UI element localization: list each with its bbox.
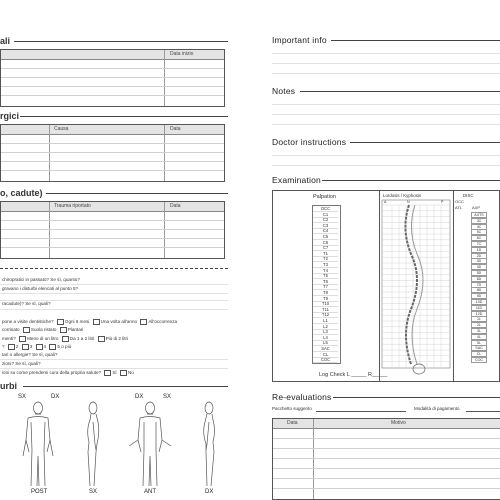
section-divider	[46, 193, 228, 194]
checkbox[interactable]	[8, 344, 15, 350]
injuries-table	[0, 201, 225, 259]
option-label: No	[127, 370, 134, 376]
section-divider	[23, 386, 228, 387]
divider	[453, 191, 454, 381]
question-aggravating: gravano i disturbi elencati al punto 5?	[2, 286, 79, 291]
disc-row[interactable]: 5L	[471, 340, 487, 346]
log-check[interactable]: Log Check L _____ R_____	[319, 372, 388, 378]
body-figure-right-side	[204, 402, 215, 486]
posture-col-a: A	[384, 200, 387, 204]
vertebra-label[interactable]: L5	[313, 340, 338, 346]
label-dx: DX	[51, 394, 60, 400]
disc-row[interactable]: 4D	[471, 264, 487, 270]
question-water	[2, 336, 128, 342]
disc-hdr-occ: OCC	[455, 199, 464, 204]
disc-row[interactable]: COC	[471, 357, 487, 363]
vertebra-label[interactable]: COC	[313, 357, 338, 363]
disc-row[interactable]: 1D	[471, 247, 487, 253]
section-divider	[0, 268, 228, 269]
disc-row[interactable]: 12D	[471, 311, 487, 317]
vertebra-label[interactable]: T7	[313, 284, 338, 290]
section-title-doctor-instructions: Doctor instructions	[272, 137, 347, 147]
label-dx: DX	[135, 394, 144, 400]
disc-row[interactable]: 4L	[471, 334, 487, 340]
vertebra-label[interactable]: L2	[313, 324, 338, 330]
section-divider	[331, 40, 500, 41]
disc-row[interactable]: 3D	[471, 258, 487, 264]
checkbox[interactable]	[62, 336, 69, 342]
option-label: 5 o più	[57, 344, 72, 350]
suggested-package-field[interactable]	[316, 411, 406, 412]
disc-row[interactable]: 7C	[471, 241, 487, 247]
checkbox[interactable]	[120, 370, 127, 376]
palpation-title: Palpation	[313, 194, 336, 200]
checkbox[interactable]	[57, 319, 64, 325]
vertebra-label[interactable]: T4	[313, 268, 338, 274]
option-label: Sì	[112, 370, 117, 376]
col-header-cause: Causa	[54, 126, 69, 132]
body-figure-posterior	[23, 402, 53, 486]
question-previous-chiro: chiropratici in passato? Se sì, quanto?	[2, 277, 80, 282]
vertebra-label[interactable]: T12	[313, 312, 338, 318]
col-header-reason: Motivo	[391, 420, 406, 426]
section-title-injuries: o, cadute)	[0, 188, 43, 198]
label-ant: ANT	[144, 489, 156, 495]
question-footwear-label: corrisato	[2, 327, 20, 333]
vertebra-label[interactable]: T10	[313, 301, 338, 307]
posture-col-p: P	[441, 200, 444, 204]
section-divider	[322, 180, 500, 181]
disc-row[interactable]: 4C	[471, 224, 487, 230]
vertebra-label[interactable]: C2	[313, 217, 338, 223]
option-label: Da 1 a 2 litri	[69, 336, 95, 342]
posture-title: Lordosis / Kyphosis	[383, 193, 422, 198]
section-title-disorders: urbi	[0, 381, 17, 391]
divider	[379, 191, 380, 381]
question-diet-allergies: tari o allergie? Se sì, quali?	[2, 352, 58, 357]
disc-hdr-atl: ATL	[455, 205, 463, 210]
disc-row[interactable]: 5D	[471, 270, 487, 276]
checkbox[interactable]	[60, 327, 67, 333]
disc-row[interactable]: 9D	[471, 293, 487, 299]
col-header-date: Data	[170, 126, 181, 132]
checkbox[interactable]	[93, 319, 100, 325]
question-health-info	[2, 370, 134, 376]
checkbox[interactable]	[49, 344, 56, 350]
disc-row[interactable]: 1L	[471, 316, 487, 322]
option-label: Una volta all'anno	[100, 319, 138, 325]
vertebra-label[interactable]: CL	[313, 352, 338, 358]
label-post: POST	[31, 489, 48, 495]
section-divider	[20, 116, 228, 117]
vertebra-label[interactable]: T8	[313, 290, 338, 296]
section-title-examination: Examination	[272, 175, 321, 185]
checkbox[interactable]	[104, 370, 111, 376]
label-dx: DX	[205, 489, 214, 495]
col-header-trauma: Trauma riportato	[54, 203, 91, 209]
option-label: 4	[43, 344, 47, 350]
option-label: Più di 2 litri	[105, 336, 129, 342]
disc-row[interactable]: 2L	[471, 322, 487, 328]
question-other: zioni? Se sì, quali?	[2, 361, 41, 366]
vertebra-label[interactable]: C7	[313, 245, 338, 251]
vertebra-label[interactable]: C6	[313, 240, 338, 246]
checkbox[interactable]	[140, 319, 147, 325]
vertebra-label[interactable]: C3	[313, 223, 338, 229]
question-dentist	[2, 319, 177, 325]
option-label: 3	[29, 344, 33, 350]
disc-row[interactable]: CL	[471, 351, 487, 357]
disc-row[interactable]: 6D	[471, 276, 487, 282]
section-divider	[333, 397, 500, 398]
disc-hdr-axp: AXP	[472, 205, 481, 210]
vertebra-label[interactable]: SAC	[313, 346, 338, 352]
disc-row[interactable]: 7D	[471, 282, 487, 288]
section-title-important-info: Important info	[272, 35, 327, 45]
col-header-start-date: Data inizio	[170, 51, 194, 57]
option-label: Plantari	[67, 327, 84, 333]
col-header-date: Data	[287, 420, 298, 426]
question-water-label: menti?	[2, 336, 16, 342]
body-figures[interactable]	[0, 400, 228, 490]
disc-row[interactable]: 10D	[471, 299, 487, 305]
question-accidents: racadute)? Se sì, quali?	[2, 301, 51, 306]
section-divider	[350, 142, 500, 143]
option-label: All'occorrenza	[148, 319, 178, 325]
suggested-package-label: Pacchetto suggerito	[272, 406, 312, 411]
posture-grid[interactable]	[381, 199, 451, 379]
question-health-info-label: ioni su come prendersi cura della propria salute?	[2, 370, 102, 376]
question-dentist-label: pone a visite dentistiche?	[2, 319, 54, 325]
disc-row[interactable]: 2D	[471, 253, 487, 259]
disc-row[interactable]: 11D	[471, 305, 487, 311]
section-title-allergies: rgici	[0, 111, 20, 121]
vertebra-label[interactable]: L1	[313, 318, 338, 324]
vertebra-label[interactable]: T2	[313, 256, 338, 262]
vertebra-label[interactable]: T3	[313, 262, 338, 268]
option-label: Suola ristato	[30, 327, 57, 333]
disc-title: DISC	[463, 193, 474, 198]
section-title-conditions: ali	[0, 36, 11, 46]
conditions-table	[0, 49, 225, 107]
checkbox[interactable]	[23, 327, 30, 333]
posture-col-n: N	[407, 200, 410, 204]
vertebra-label[interactable]: L3	[313, 329, 338, 335]
question-footwear	[2, 327, 83, 333]
label-sx: SX	[89, 489, 98, 495]
question-count-label: ?	[2, 344, 5, 350]
checkbox[interactable]	[36, 344, 43, 350]
examination-box	[272, 190, 500, 382]
vertebra-label[interactable]: T9	[313, 296, 338, 302]
disc-row[interactable]: SAC	[471, 345, 487, 351]
vertebra-label[interactable]: C1	[313, 212, 338, 218]
option-label: Ogni 6 mesi	[64, 319, 90, 325]
vertebra-label[interactable]: T1	[313, 251, 338, 257]
option-label: 2	[15, 344, 19, 350]
section-title-re-evaluations: Re-evaluations	[272, 392, 332, 402]
payment-method-field[interactable]	[466, 411, 500, 412]
vertebra-label[interactable]: T11	[313, 307, 338, 313]
checkbox[interactable]	[19, 336, 26, 342]
vertebra-label[interactable]: OCC	[313, 206, 338, 212]
body-figure-left-side	[88, 402, 99, 486]
question-count	[2, 344, 71, 350]
section-divider	[14, 41, 228, 42]
disc-row[interactable]: 3L	[471, 328, 487, 334]
disc-row[interactable]: AXTS	[471, 212, 487, 218]
col-header-date: Data	[170, 203, 181, 209]
section-divider	[300, 91, 500, 92]
payment-method-label: Modalità di pagamento	[414, 406, 460, 411]
disc-row[interactable]: 6C	[471, 235, 487, 241]
allergies-table	[0, 124, 225, 182]
vertebra-label[interactable]: C4	[313, 228, 338, 234]
disc-row[interactable]: 5C	[471, 229, 487, 235]
disc-row[interactable]: 3C	[471, 218, 487, 224]
vertebra-label[interactable]: L4	[313, 335, 338, 341]
disc-row[interactable]: 8D	[471, 287, 487, 293]
re-evaluations-table	[272, 418, 500, 500]
vertebra-label[interactable]: C5	[313, 234, 338, 240]
section-title-notes: Notes	[272, 86, 296, 96]
option-label: Meno di un litro	[27, 336, 59, 342]
body-figure-anterior	[129, 402, 171, 486]
vertebra-label[interactable]: T5	[313, 273, 338, 279]
checkbox[interactable]	[98, 336, 105, 342]
label-sx: SX	[163, 394, 172, 400]
vertebra-label[interactable]: T6	[313, 279, 338, 285]
checkbox[interactable]	[22, 344, 29, 350]
label-sx: SX	[18, 394, 27, 400]
